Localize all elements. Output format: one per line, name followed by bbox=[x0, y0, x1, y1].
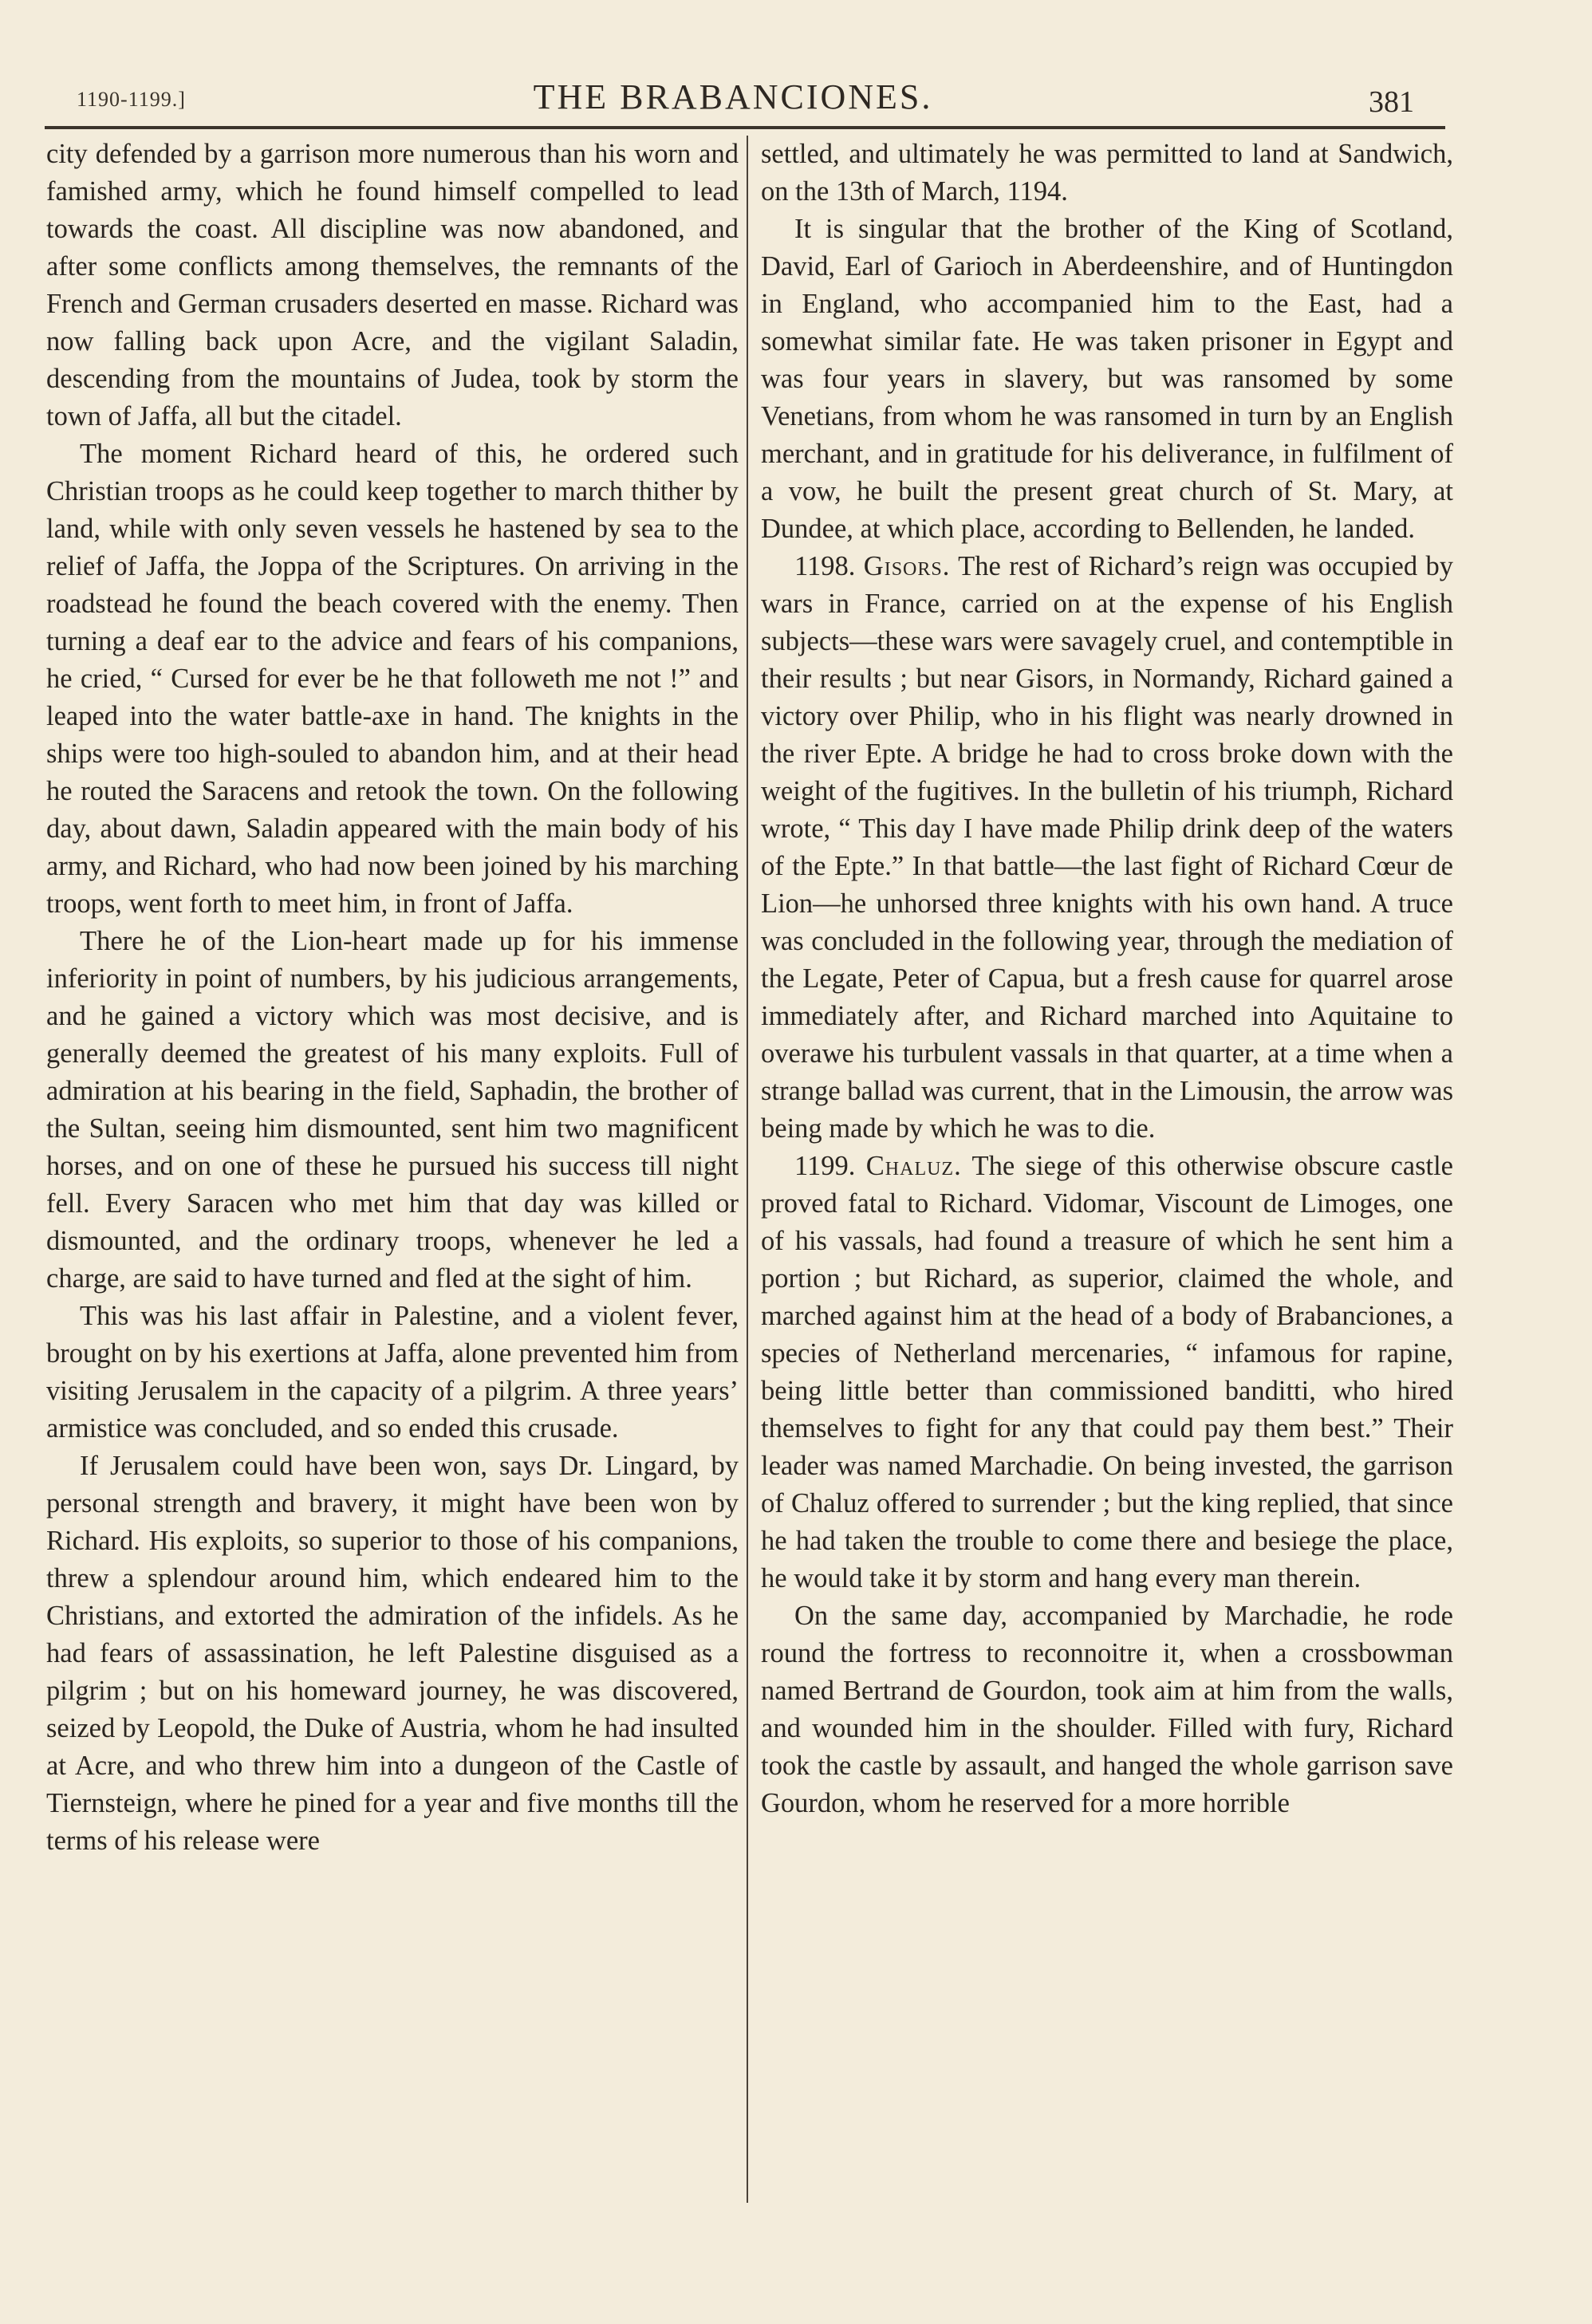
running-head bbox=[45, 77, 1421, 124]
right-column bbox=[761, 136, 1453, 1822]
section-year: 1198. bbox=[794, 551, 856, 581]
column-divider bbox=[747, 136, 748, 2203]
right-paragraph-chaluz bbox=[761, 1148, 1453, 1597]
header-rule bbox=[45, 126, 1445, 129]
header-years: 1190-1199.] bbox=[77, 88, 186, 111]
left-paragraph-1: city defended by a garrison more numerous than his worn and famished army, which he found himself compelled to lead towards the coast. All discipline was now abandoned, and after some conflicts among themselves, the remnants of the French and German crusaders deserted en masse. Richard was now falling back upon Acre, and the vigilant Saladin, descending from the mountains of Judea, took by storm the town of Jaffa, all but the citadel. bbox=[46, 139, 739, 431]
page-number: 381 bbox=[1369, 85, 1414, 119]
right-paragraph-2: It is singular that the brother of the King of Scotland, David, Earl of Garioch in Aberdeenshire, and of Huntingdon in England, who accompanied him to the East, had a somewhat similar fate. He was taken prisoner in Egypt and was four years in slavery, but was ransomed by some Venetians, from whom he was ransomed in turn by an English merchant, and in gratitude for his deliverance, in fulfilment of a vow, he built the present great church of St. Mary, at Dundee, at which place, according to Bellenden, he landed. bbox=[761, 214, 1453, 544]
page-title: THE BRABANCIONES. bbox=[533, 77, 933, 116]
section-heading-gisors: Gisors. bbox=[863, 551, 951, 581]
section-text-chaluz: The siege of this otherwise obscure castle proved fatal to Richard. Vidomar, Viscount de Limoges, one of his vassals, had found a treasure of which he sent him a portion ; but Richard, as superior, claimed the whole, and marched against him at the head of a body of Brabanciones, a species of Netherland mercenaries, “ infamous for rapine, being little better than commissioned banditti, who hired themselves to fight for any that could pay them best.” Their leader was named Marchadie. On being invested, the garrison of Chaluz offered to surrender ; but the king replied, that since he had taken the trouble to come there and besiege the place, he would take it by storm and hang every man therein. bbox=[761, 1151, 1453, 1593]
left-paragraph-5: If Jerusalem could have been won, says Dr. Lingard, by personal strength and bravery, it might have been won by Richard. His exploits, so superior to those of his companions, threw a splendour around him, which endeared him to the Christians, and extorted the admiration of the infidels. As he had fears of assassination, he left Palestine disguised as a pilgrim ; but on his homeward journey, he was discovered, seized by Leopold, the Duke of Austria, whom he had insulted at Acre, and who threw him into a dungeon of the Castle of Tiernsteign, where he pined for a year and five months till the terms of his release were bbox=[46, 1451, 739, 1856]
right-paragraph-gisors bbox=[761, 548, 1453, 1148]
left-paragraph-2: The moment Richard heard of this, he ordered such Christian troops as he could keep together to march thither by land, while with only seven vessels he hastened by sea to the relief of Jaffa, the Joppa of the Scriptures. On arriving in the roadstead he found the beach covered with the enemy. Then turning a deaf ear to the advice and fears of his companions, he cried, “ Cursed for ever be he that followeth me not !” and leaped into the water battle-axe in hand. The knights in the ships were too high-souled to abandon him, and at their head he routed the Saracens and retook the town. On the following day, about dawn, Saladin appeared with the main body of his army, and Richard, who had now been joined by his marching troops, went forth to meet him, in front of Jaffa. bbox=[46, 439, 739, 919]
left-column bbox=[46, 136, 739, 1860]
section-text-gisors: The rest of Richard’s reign was occupied by wars in France, carried on at the expense of his English subjects—these wars were savagely cruel, and contemptible in their results ; but near Gisors, in Normandy, Richard gained a victory over Philip, who in his flight was nearly drowned in the river Epte. A bridge he had to cross broke down with the weight of the fugitives. In the bulletin of his triumph, Richard wrote, “ This day I have made Philip drink deep of the waters of the Epte.” In that battle—the last fight of Richard Cœur de Lion—he unhorsed three knights with his own hand. A truce was concluded in the following year, through the mediation of the Legate, Peter of Capua, but a fresh cause for quarrel arose immediately after, and Richard marched into Aquitaine to overawe his turbulent vassals in that quarter, at a time when a strange ballad was current, that in the Limousin, the arrow was being made by which he was to die. bbox=[761, 551, 1453, 1144]
left-paragraph-3: There he of the Lion-heart made up for his immense inferiority in point of numbers, by his judicious arrangements, and he gained a victory which was most decisive, and is generally deemed the greatest of his many exploits. Full of admiration at his bearing in the field, Saphadin, the brother of the Sultan, seeing him dismounted, sent him two magnificent horses, and on one of these he pursued his success till night fell. Every Saracen who met him that day was killed or dismounted, and the ordinary troops, whenever he led a charge, are said to have turned and fled at the sight of him. bbox=[46, 926, 739, 1294]
right-paragraph-1: settled, and ultimately he was permitted to land at Sandwich, on the 13th of March, 1194. bbox=[761, 139, 1453, 207]
left-paragraph-4: This was his last affair in Palestine, and a violent fever, brought on by his exertions at Jaffa, alone prevented him from visiting Jerusalem in the capacity of a pilgrim. A three years’ armistice was concluded, and so ended this crusade. bbox=[46, 1301, 739, 1444]
right-paragraph-5: On the same day, accompanied by Marchadie, he rode round the fortress to reconnoitre it, when a crossbowman named Bertrand de Gourdon, took aim at him from the walls, and wounded him in the shoulder. Filled with fury, Richard took the castle by assault, and hanged the whole garrison save Gourdon, whom he reserved for a more horrible bbox=[761, 1601, 1453, 1818]
section-year: 1199. bbox=[794, 1151, 856, 1181]
section-heading-chaluz: Chaluz. bbox=[865, 1151, 962, 1181]
